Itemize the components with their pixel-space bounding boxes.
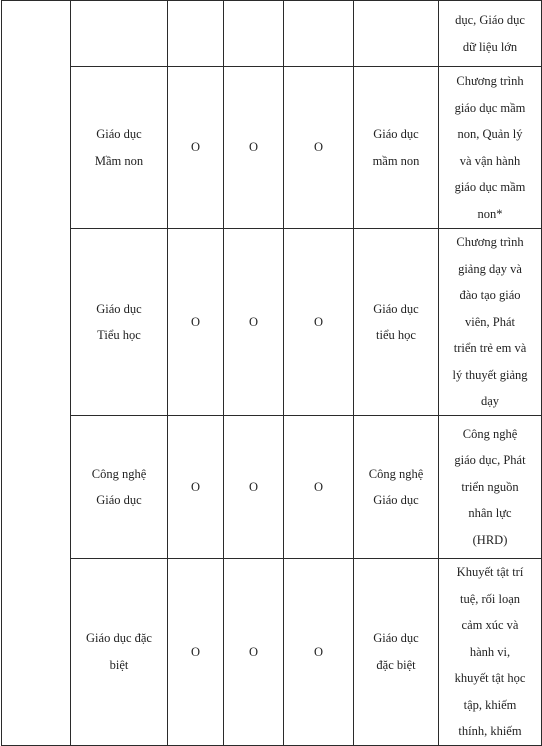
program-cell <box>71 1 168 67</box>
description-cell: dục, Giáo dục dữ liệu lớn <box>439 1 542 67</box>
description-cell: Công nghệ giáo dục, Phát triển nguồn nhân lực (HRD) <box>439 416 542 559</box>
table-row <box>2 229 542 416</box>
table-row <box>2 559 542 746</box>
description-cell: Khuyết tật trí tuệ, rối loạn cảm xúc và hành vi, khuyết tật học tập, khiếm thính, khiếm <box>439 559 542 746</box>
col1-cell: O <box>168 559 224 746</box>
col3-cell: O <box>284 67 354 229</box>
col1-cell: O <box>168 416 224 559</box>
program-cell: Công nghệ Giáo dục <box>71 416 168 559</box>
program-table <box>1 0 542 746</box>
program-cell: Giáo dục Tiểu học <box>71 229 168 416</box>
description-cell: Chương trình giảng dạy và đào tạo giáo viên, Phát triển trẻ em và lý thuyết giảng dạy <box>439 229 542 416</box>
table-row <box>2 67 542 229</box>
col2-cell: O <box>224 559 284 746</box>
department-cell: Giáo dục đặc biệt <box>354 559 439 746</box>
col2-cell: O <box>224 67 284 229</box>
col3-cell: O <box>284 416 354 559</box>
department-cell: Giáo dục mầm non <box>354 67 439 229</box>
col2-cell: O <box>224 229 284 416</box>
col3-cell <box>284 1 354 67</box>
col2-cell <box>224 1 284 67</box>
table-row <box>2 1 542 67</box>
department-cell <box>354 1 439 67</box>
table-row <box>2 416 542 559</box>
program-cell: Giáo dục Mầm non <box>71 67 168 229</box>
col1-cell: O <box>168 67 224 229</box>
department-cell: Giáo dục tiểu học <box>354 229 439 416</box>
description-cell: Chương trình giáo dục mầm non, Quản lý và vận hành giáo dục mầm non* <box>439 67 542 229</box>
merged-left-cell <box>2 1 71 746</box>
program-cell: Giáo dục đặc biệt <box>71 559 168 746</box>
department-cell: Công nghệ Giáo dục <box>354 416 439 559</box>
col2-cell: O <box>224 416 284 559</box>
col1-cell <box>168 1 224 67</box>
col1-cell: O <box>168 229 224 416</box>
col3-cell: O <box>284 559 354 746</box>
col3-cell: O <box>284 229 354 416</box>
